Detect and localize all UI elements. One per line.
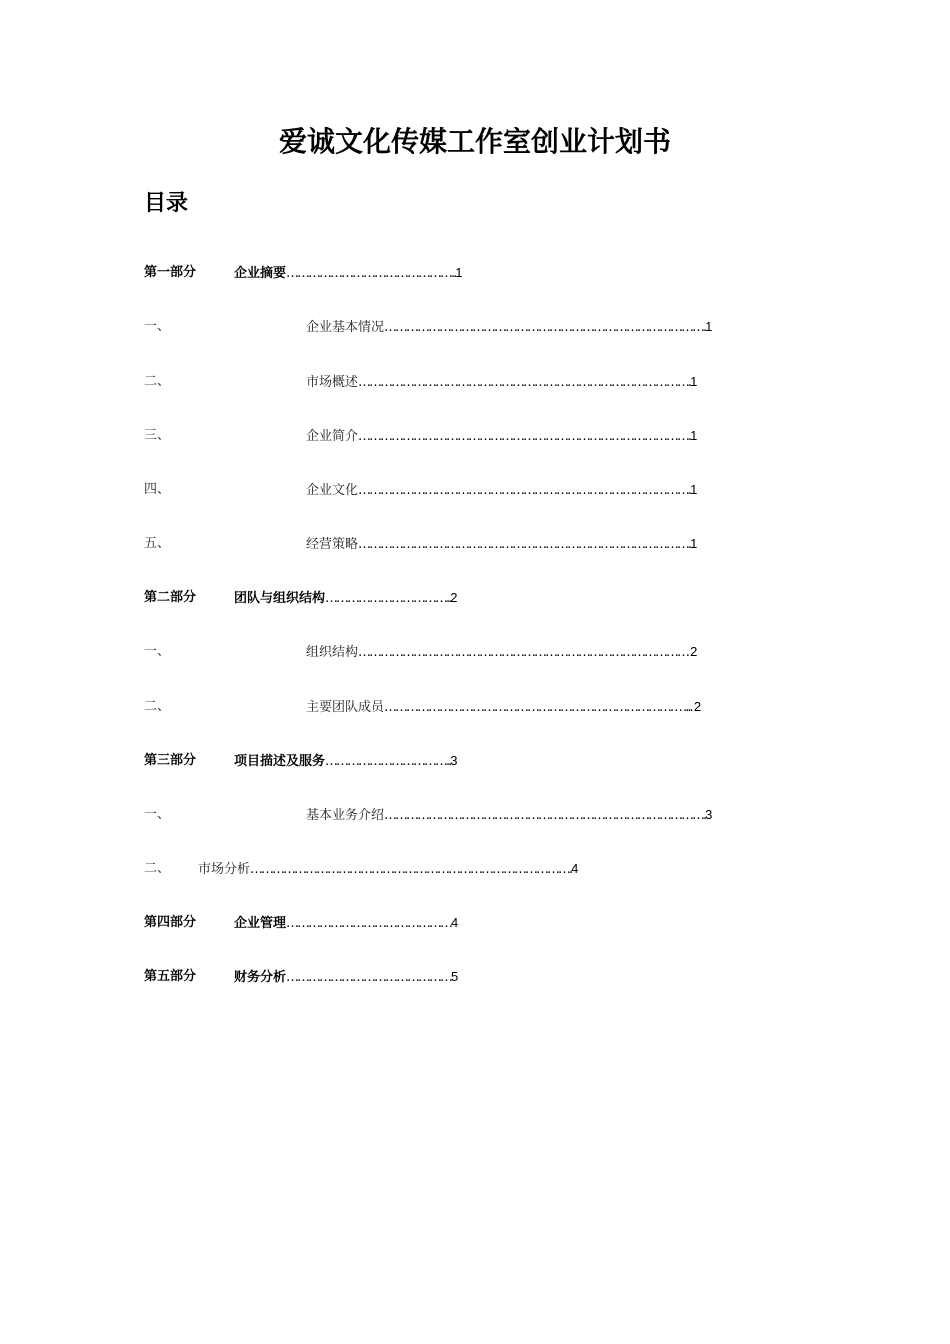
toc-entry-page: 4 (451, 915, 459, 930)
toc-entry-leader: ……………………………………………………………………………. (384, 808, 706, 823)
toc-entry-page: 2 (450, 590, 458, 605)
toc-entry-title: 主要团队成员 (306, 700, 385, 715)
toc-entry-page: 1 (690, 482, 698, 497)
toc-entry-title: 项目描述及服务 (234, 754, 326, 769)
toc-entry-leader: ………………………………………………………………………………. (358, 483, 691, 498)
toc-entry-number: 第一部分 (144, 265, 197, 280)
toc-entry-page: 3 (450, 753, 458, 768)
toc-entry-title: 团队与组织结构 (234, 591, 326, 606)
toc-entry-title: 市场分析 (198, 862, 251, 877)
toc-entry-number: 第三部分 (144, 753, 197, 768)
toc-entry-page: 4 (571, 861, 579, 876)
toc-entry-number: 第二部分 (144, 590, 197, 605)
toc-entry-title: 企业简介 (306, 429, 359, 444)
toc-entry-number: 二、 (144, 699, 171, 714)
toc-entry-leader: ………………………………………………………………………………. (358, 537, 691, 552)
toc-entry-leader: ……………………………………………………………………………. (250, 862, 572, 877)
toc-entry-leader: ……………………………………… (286, 916, 452, 931)
toc-entry-page: 5 (451, 969, 459, 984)
toc-entry-page: 3 (705, 807, 713, 822)
toc-entry-leader: ……………………………………… (286, 970, 452, 985)
toc-entry-number: 四、 (144, 482, 171, 497)
toc-entry-page: 2 (690, 644, 698, 659)
toc-entry-page: 1 (690, 428, 698, 443)
toc-heading: 目录 (144, 191, 189, 216)
toc-entry-number: 一、 (144, 319, 171, 334)
toc-entry-title: 基本业务介绍 (306, 808, 385, 823)
toc-entry-title: 财务分析 (234, 970, 287, 985)
toc-entry-number: 第五部分 (144, 969, 197, 984)
toc-entry-leader: …………………………….. (325, 591, 451, 606)
toc-entry-page: 1 (455, 265, 463, 280)
toc-entry-page: 1 (690, 374, 698, 389)
toc-entry-title: 企业管理 (234, 916, 287, 931)
toc-entry-leader: ………………………………………………………………………………. (358, 375, 691, 390)
toc-entry-leader: ……………………………………………………………………………. (384, 320, 706, 335)
toc-entry-number: 一、 (144, 807, 171, 822)
toc-entry-number: 二、 (144, 374, 171, 389)
toc-entry-number: 五、 (144, 536, 171, 551)
toc-entry-leader: …………………………….. (325, 754, 451, 769)
toc-entry-title: 企业基本情况 (306, 320, 385, 335)
toc-entry-leader: ………………………………………………………………………………. (358, 429, 691, 444)
toc-entry-number: 第四部分 (144, 915, 197, 930)
toc-entry-number: 一、 (144, 644, 171, 659)
toc-entry-number: 三、 (144, 428, 171, 443)
toc-entry-leader: ……………………………………………………………………………… (358, 645, 691, 660)
toc-entry-number: 二、 (144, 861, 171, 876)
toc-entry-title: 企业摘要 (234, 266, 287, 281)
toc-entry-title: 经营策略 (306, 537, 359, 552)
toc-entry-title: 市场概述 (306, 375, 359, 390)
toc-entry-page: 1 (690, 536, 698, 551)
toc-entry-title: 企业文化 (306, 483, 359, 498)
toc-entry-page: 1 (705, 319, 713, 334)
toc-entry-page: 2 (693, 699, 702, 714)
toc-entry-leader: ……………………………………………………………………. …... (384, 700, 694, 715)
toc-entry-leader: ……………………………………….. (286, 266, 456, 281)
document-title: 爱诚文化传媒工作室创业计划书 (278, 125, 671, 158)
toc-entry-title: 组织结构 (306, 645, 359, 660)
